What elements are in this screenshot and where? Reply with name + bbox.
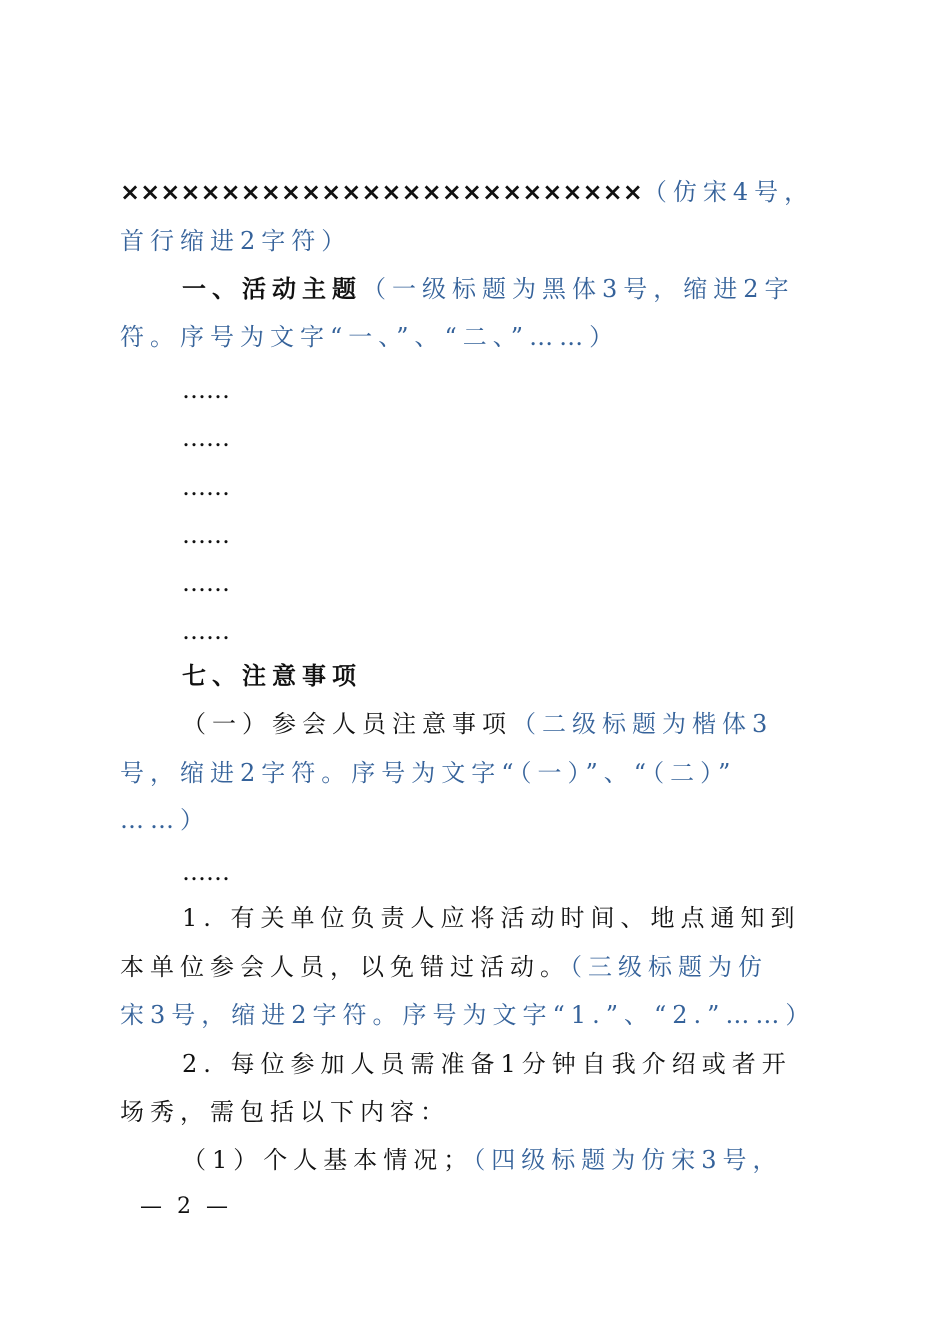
heading-level1-continued — [120, 321, 832, 353]
item-text: 本单位参会人员，以免错过活动。 — [120, 953, 570, 981]
format-note: 符。序号为文字“一、”、“二、”……） — [120, 323, 620, 351]
format-note: （一级标题为黑体3号，缩进2字 — [362, 275, 795, 303]
body-line-2 — [120, 225, 832, 257]
format-note: 首行缩进2字符） — [120, 227, 352, 255]
format-note: （四级标题为仿宋3号， — [473, 1146, 783, 1174]
heading-level2-continued-2 — [120, 804, 832, 836]
format-note: 号，缩进2字符。序号为文字“（一）”、“（二）” — [120, 759, 737, 787]
heading-title: 七、注意事项 — [182, 661, 362, 690]
placeholder-crosses: ×××××××××××××××××××××××××× — [120, 178, 643, 206]
sub-item-1 — [182, 1144, 832, 1176]
list-item-1-continued-2 — [120, 999, 832, 1031]
format-note: （仿宋4号， — [642, 178, 815, 206]
list-item-2-continued — [120, 1096, 832, 1128]
format-note: （二级标题为楷体3 — [512, 710, 774, 738]
item-text: 1. 有关单位负责人应将活动时间、地点通知到 — [182, 904, 801, 932]
heading-level2-continued — [120, 757, 832, 789]
item-text: 场秀，需包括以下内容： — [120, 1098, 450, 1126]
list-item-1-continued — [120, 951, 832, 983]
item-text: （1）个人基本情况； — [182, 1146, 474, 1174]
heading-level2 — [182, 708, 832, 740]
item-text: 2. 每位参加人员需准备1分钟自我介绍或者开 — [182, 1050, 792, 1078]
format-note: （三级标题为仿 — [570, 953, 768, 981]
page-number: — 2 — — [140, 1194, 232, 1219]
ellipsis-line: …… — [182, 473, 230, 501]
heading-level1-notice — [182, 660, 832, 692]
ellipsis-line: …… — [182, 521, 230, 549]
heading-title: （一）参会人员注意事项 — [182, 710, 512, 738]
list-item-1 — [182, 902, 832, 934]
ellipsis-line: …… — [182, 858, 230, 886]
list-item-2 — [182, 1048, 832, 1080]
body-line-1 — [120, 176, 832, 208]
heading-title: 一、活动主题 — [182, 274, 362, 303]
heading-level1 — [182, 273, 832, 305]
ellipsis-line: …… — [182, 617, 230, 645]
ellipsis-line: …… — [182, 569, 230, 597]
format-note: ……） — [120, 806, 210, 834]
ellipsis-line: …… — [182, 424, 230, 452]
format-note: 宋3号，缩进2字符。序号为文字“1.”、“2.”……） — [120, 1001, 816, 1029]
ellipsis-line: …… — [182, 376, 230, 404]
